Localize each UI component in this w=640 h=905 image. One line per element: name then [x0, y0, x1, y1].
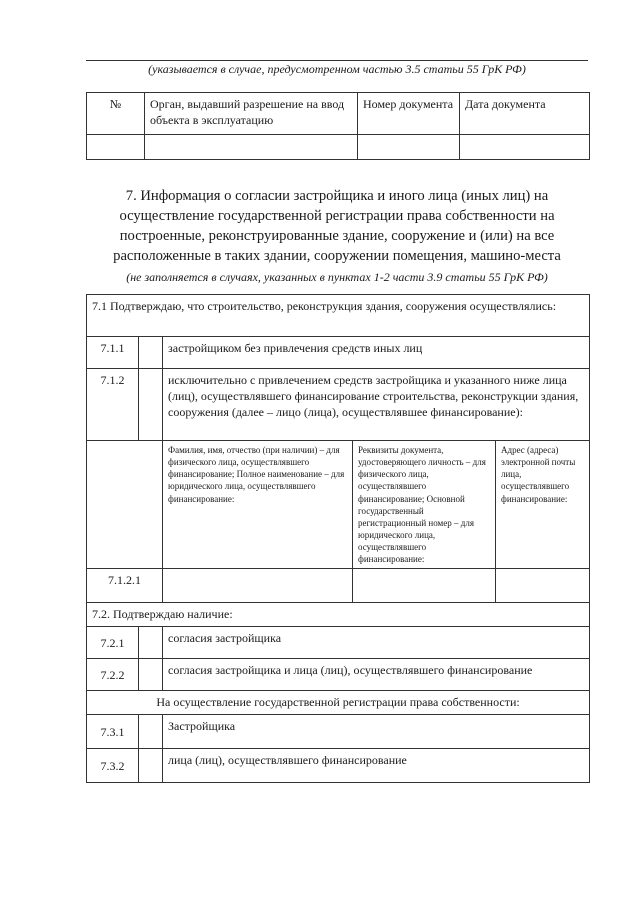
- permit-document-table: [86, 92, 590, 160]
- cell-doc-date-input[interactable]: [460, 135, 590, 160]
- header-authority: Орган, выдавший разрешение на ввод объекта в эксплуатацию: [145, 93, 358, 135]
- row-7-1: [87, 295, 590, 337]
- row-7-1-2-text: исключительно с привлечением средств застройщика и указанного ниже лица (лиц), осуществлявшего финансирование строительства, реконструкции здания, сооружения (далее – лицо (лица), осуществлявшее финансирование):: [163, 369, 590, 441]
- row-7-1-2-1: [87, 569, 590, 603]
- row-7-3-1-text: Застройщика: [163, 715, 590, 749]
- row-7-2-1-number: 7.2.1: [87, 627, 139, 659]
- row-7-1-2: [87, 369, 590, 441]
- top-rule: [86, 60, 588, 61]
- row-7-1-1-number: 7.1.1: [87, 337, 139, 369]
- row-7-3-2-number: 7.3.2: [87, 749, 139, 783]
- row-7-1-2-checkbox[interactable]: [139, 369, 163, 441]
- section-7-note: (не заполняется в случаях, указанных в пунктах 1-2 части 3.9 статьи 55 ГрК РФ): [126, 270, 548, 284]
- row-7-3-1-checkbox[interactable]: [139, 715, 163, 749]
- row-7-1-2-1-requisites-input[interactable]: [353, 569, 496, 603]
- row-7-1-1-checkbox[interactable]: [139, 337, 163, 369]
- col-fio-header: Фамилия, имя, отчество (при наличии) – для физического лица, осуществлявшего финансирование; Полное наименование – для юридического лица, осуществлявшего финансирование:: [163, 441, 353, 569]
- row-7-2-2-text: согласия застройщика и лица (лиц), осуществлявшего финансирование: [163, 659, 590, 691]
- row-7-3-1: [87, 715, 590, 749]
- row-7-1-2-1-email-input[interactable]: [496, 569, 590, 603]
- col-requisites-header: Реквизиты документа, удостоверяющего личность – для физического лица, осуществлявшего финансирование; Основной государственный регистрационный номер – для юридического лица, осуществлявшего финансирование:: [353, 441, 496, 569]
- row-7-2-1-checkbox[interactable]: [139, 627, 163, 659]
- cell-doc-number-input[interactable]: [358, 135, 460, 160]
- row-7-3-2: [87, 749, 590, 783]
- cell-number-input[interactable]: [87, 135, 145, 160]
- row-7-2-2: [87, 659, 590, 691]
- col-email-header: Адрес (адреса) электронной почты лица, осуществлявшего финансирование:: [496, 441, 590, 569]
- row-7-2-2-checkbox[interactable]: [139, 659, 163, 691]
- header-number: №: [87, 93, 145, 135]
- row-7-1-2-number: 7.1.2: [87, 369, 139, 441]
- financier-blank-cell: [87, 441, 163, 569]
- header-doc-number: Номер документа: [358, 93, 460, 135]
- row-7-1-1: [87, 337, 590, 369]
- section-7-title: 7. Информация о согласии застройщика и иного лица (иных лиц) на осуществление государственной регистрации права собственности на построенные, реконструированные здание, сооружение и (или) на все расположенные в таких здании, сооружении помещения, машино-места: [113, 188, 561, 264]
- table-row: [87, 135, 590, 160]
- row-7-2-1-text: согласия застройщика: [163, 627, 590, 659]
- row-7-3-text: На осуществление государственной регистрации права собственности:: [87, 691, 590, 715]
- row-financier-headers: [87, 441, 590, 569]
- row-7-1-2-1-fio-input[interactable]: [163, 569, 353, 603]
- row-7-3: [87, 691, 590, 715]
- row-7-2-2-number: 7.2.2: [87, 659, 139, 691]
- table-header-row: [87, 93, 590, 135]
- row-7-2-1: [87, 627, 590, 659]
- row-7-3-2-checkbox[interactable]: [139, 749, 163, 783]
- header-doc-date: Дата документа: [460, 93, 590, 135]
- row-7-1-text: 7.1 Подтверждаю, что строительство, реконструкция здания, сооружения осуществлялись:: [87, 295, 590, 337]
- row-7-1-1-text: застройщиком без привлечения средств иных лиц: [163, 337, 590, 369]
- row-7-2-text: 7.2. Подтверждаю наличие:: [87, 603, 590, 627]
- row-7-2: [87, 603, 590, 627]
- row-7-3-1-number: 7.3.1: [87, 715, 139, 749]
- consent-table: [86, 294, 590, 783]
- cell-authority-input[interactable]: [145, 135, 358, 160]
- row-7-3-2-text: лица (лиц), осуществлявшего финансирование: [163, 749, 590, 783]
- top-note: (указывается в случае, предусмотренном частью 3.5 статьи 55 ГрК РФ): [148, 62, 526, 76]
- row-7-1-2-1-number: 7.1.2.1: [87, 569, 163, 603]
